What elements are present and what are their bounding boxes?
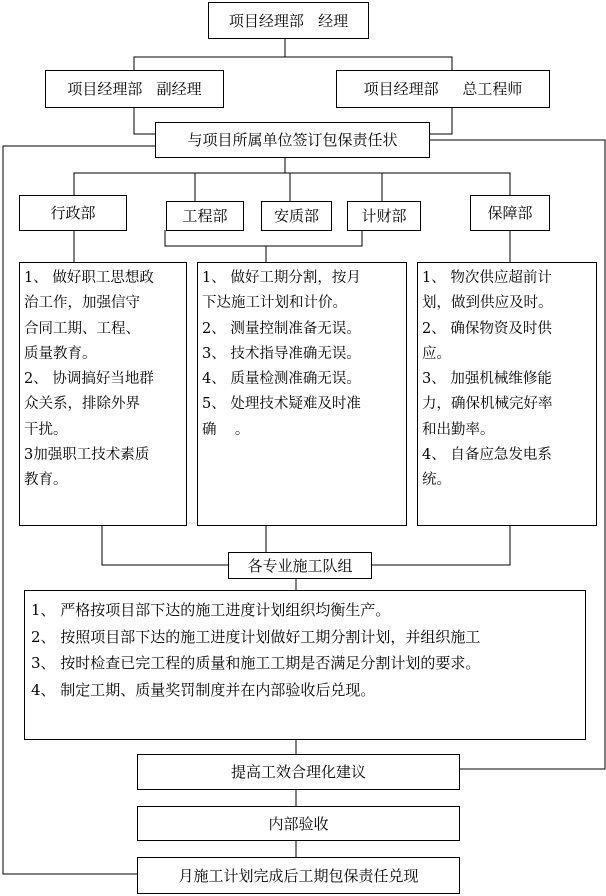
chief-engineer-box	[336, 70, 550, 108]
duty-line: 和出勤率。	[422, 421, 495, 438]
duty-line: 1、 做好职工思想政	[24, 270, 154, 286]
responsibility-contract-label: 与项目所属单位签订包保责任状	[187, 131, 398, 149]
fulfillment-label: 月施工计划完成后工期包保责任兑现	[178, 866, 419, 885]
duty-line: 2、 协调搞好当地群	[24, 371, 154, 388]
internal-inspection-box	[137, 806, 460, 841]
duty-line: 众关系，排除外界	[24, 396, 140, 413]
duty-line: 1、 做好工期分割，按月	[202, 270, 361, 286]
project-manager-label: 项目经理部 经理	[228, 11, 349, 30]
duty-line: 4、 自备应急发电系	[422, 447, 552, 464]
team-duty-line: 1、 严格按项目部下达的施工进度计划组织均衡生产。	[31, 601, 391, 619]
deputy-manager-label: 项目经理部 副经理	[67, 80, 202, 98]
duty-line: 3、 技术指导准确无误。	[202, 345, 361, 362]
construction-teams-label: 各专业施工队组	[247, 556, 353, 575]
duty-line: 合同工期、工程、	[24, 320, 140, 337]
team-duty-line: 3、 按时检查已完工程的质量和施工工期是否满足分割计划的要求。	[31, 654, 481, 673]
rationalization-box	[137, 754, 460, 790]
responsibility-contract-box	[155, 122, 430, 158]
dept-finance-box	[347, 201, 421, 231]
duty-line: 统。	[422, 472, 451, 489]
dept-support-label: 保障部	[487, 204, 533, 222]
dept-safety-quality-box	[261, 201, 332, 231]
support-duties-box	[417, 262, 597, 526]
team-duties-box	[24, 590, 586, 740]
dept-support-box	[470, 195, 550, 231]
duty-line: 划，做到供应及时。	[422, 295, 553, 312]
duty-line: 干扰。	[24, 421, 68, 438]
duty-line: 力，确保机械完好率	[422, 396, 553, 413]
duty-line: 治工作，加强信守	[24, 295, 140, 312]
internal-inspection-label: 内部验收	[268, 814, 329, 833]
team-duty-line: 4、 制定工期、质量奖罚制度并在内部验收后兑现。	[31, 680, 376, 699]
duty-line: 教育。	[24, 472, 68, 489]
deputy-manager-box	[45, 70, 224, 108]
team-duty-line: 2、 按照项目部下达的施工进度计划做好工期分割计划，并组织施工	[31, 627, 481, 646]
dept-safety-quality-label: 安质部	[273, 207, 319, 225]
fulfillment-box	[137, 857, 460, 894]
duty-line: 3、 加强机械维修能	[422, 371, 552, 388]
engineering-duties-box	[197, 262, 407, 526]
duty-line: 1、 物次供应超前计	[422, 270, 552, 286]
chief-engineer-label: 项目经理部 总工程师	[363, 80, 523, 98]
duty-line: 应。	[422, 345, 451, 362]
dept-finance-label: 计财部	[361, 207, 407, 225]
duty-line: 2、 确保物资及时供	[422, 320, 552, 337]
duty-line: 质量教育。	[24, 345, 97, 362]
duty-line: 确 。	[202, 421, 250, 438]
dept-admin-label: 行政部	[50, 204, 96, 222]
project-manager-box	[208, 2, 369, 39]
rationalization-label: 提高工效合理化建议	[230, 763, 366, 781]
duty-line: 5、 处理技术疑难及时准	[202, 396, 361, 413]
dept-engineering-label: 工程部	[182, 207, 228, 225]
duty-line: 下达施工计划和计价。	[202, 295, 347, 312]
dept-engineering-box	[166, 201, 244, 231]
duty-line: 3加强职工技术素质	[24, 447, 150, 464]
dept-admin-box	[19, 195, 127, 231]
construction-teams-box	[228, 552, 372, 579]
admin-duties-box	[19, 262, 187, 526]
duty-line: 4、 质量检测准确无误。	[202, 371, 361, 388]
duty-line: 2、 测量控制准备无误。	[202, 320, 361, 337]
